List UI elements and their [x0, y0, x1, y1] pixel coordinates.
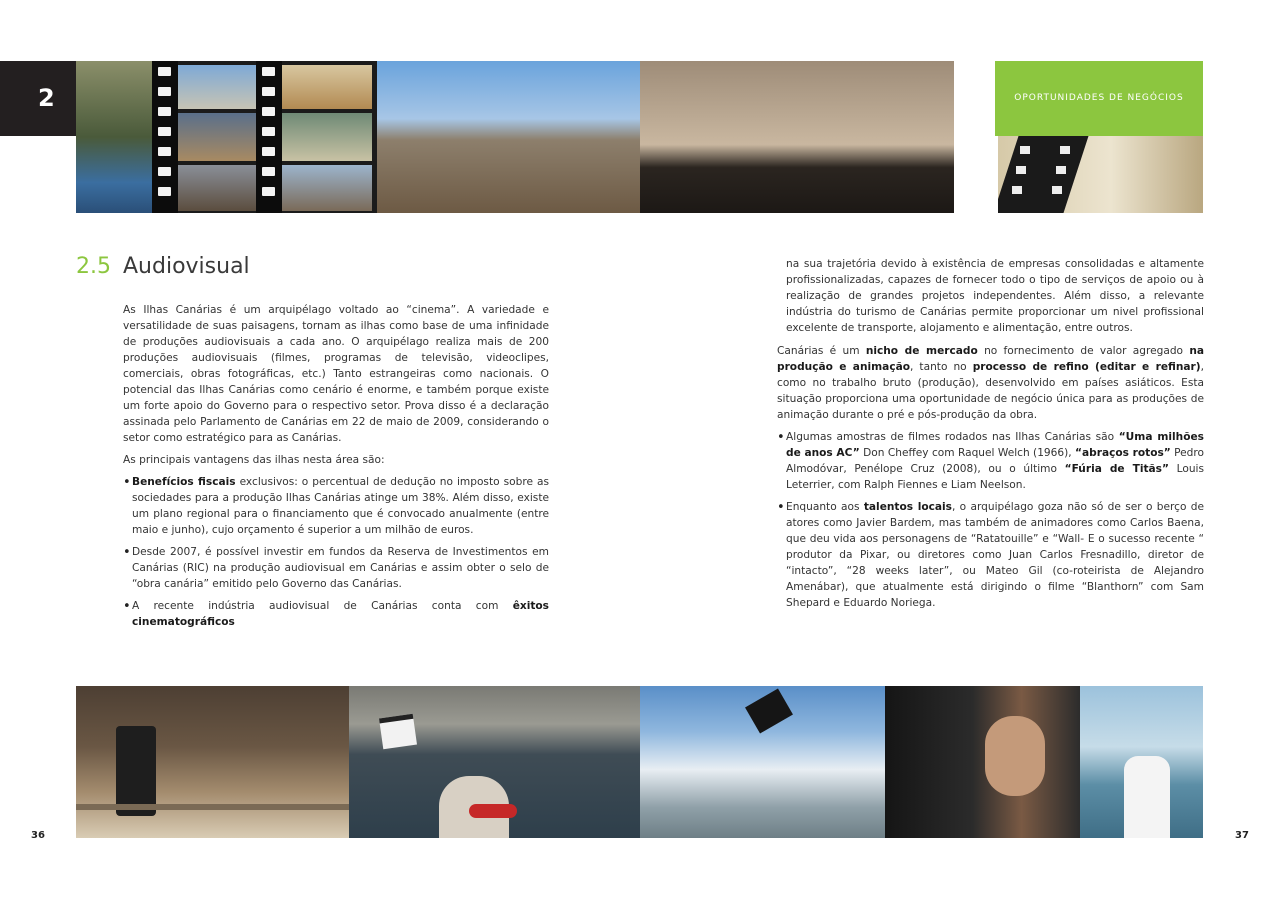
chapter-number: 2	[38, 84, 55, 112]
paragraph: Canárias é um nicho de mercado no fornecimento de valor agregado na produção e animação, tanto no processo de refino (editar e refinar), como no trabalho bruto (produção), desenvolvido em países asiáticos. Esta situação proporciona uma oportunidade de negócio única para as produções de animação durante o pré e pós-produção da obra.	[777, 345, 1205, 421]
list-item: • Algumas amostras de filmes rodados nas Ilhas Canárias são “Uma milhões de anos AC” Don Cheffey com Raquel Welch (1966), “abraços rotos” Pedro Almodóvar, Penélope Cruz (2008), ou o último “Fúria de Titãs” Louis Leterrier, com Ralph Fiennes e Liam Neelson.	[777, 429, 1204, 493]
header-photo-film-crew	[377, 61, 640, 213]
section-title: Audiovisual	[123, 254, 250, 279]
page-number-right: 37	[1235, 830, 1249, 841]
footer-photo-boom-operator	[1080, 686, 1203, 838]
filmstrip-edge	[152, 61, 178, 213]
page-number-left: 36	[31, 830, 45, 841]
list-item	[123, 474, 549, 538]
bold-term: Benefícios fiscais	[132, 476, 236, 488]
list-item	[123, 598, 549, 630]
paragraph: As principais vantagens das ilhas nesta área são:	[123, 454, 385, 466]
right-column-continuation	[786, 256, 1204, 342]
left-column	[123, 302, 549, 636]
header-photo-film-reel	[998, 136, 1203, 213]
footer-photo-clapperboard	[349, 686, 640, 838]
footer-photo-cameraman	[885, 686, 1080, 838]
section-number: 2.5	[76, 254, 111, 279]
paragraph: na sua trajetória devido à existência de empresas consolidadas e altamente profissionalizadas, capazes de fornecer todo o tipo de serviços de apoio ou à realização de grandes projetos independentes. Além disso, a relevante indústria do turismo de Canárias permite proporcionar um nivel profissional excelente de transporte, alojamento e alimentação, entre outros.	[786, 258, 1204, 334]
list-item-text: Desde 2007, é possível investir em fundos da Reserva de Investimentos em Canárias (RIC) na produção audiovisual em Canárias e assim obter o selo de “obra canária” emitido pelo Governo das Canárias.	[132, 546, 549, 590]
list-item: • Enquanto aos talentos locais, o arquipélago goza não só de ser o berço de atores como Javier Bardem, mas também de animadores como Carlos Baena, que deu vida aos personagens de “Ratatouille” e “Wall- E o sucesso recente “ produtor da Pixar, ou diretores como Juan Carlos Fresnadillo, diretor de “intacto”, “28 weeks later”, ou Mateo Gil (co-roteirista de Alejandro Amenábar), que atualmente está dirigindo o filme “Blanthorn” com Sam Shepard e Eduardo Noriega.	[777, 499, 1204, 611]
right-column	[777, 343, 1204, 617]
footer-photo-camera-dolly	[76, 686, 349, 838]
list-item	[123, 544, 549, 592]
list-item-text: A recente indústria audiovisual de Canárias conta com	[132, 600, 513, 612]
list-item-text: exclusivos: o percentual de dedução no imposto sobre as sociedades para a produção Ilhas Canárias atinge um 38%. Além disso, existe um plano regional para o financiamento que é convocado anualmente (entre maio e junho), cujo orçamento é superior a um milhão de euros.	[132, 476, 549, 536]
bold-term: êxitos cinematográficos	[132, 600, 549, 628]
footer-photo-beach-shoot	[640, 686, 885, 838]
header-photo-festival-stage	[640, 61, 954, 213]
filmstrip-edge	[256, 61, 282, 213]
paragraph: As Ilhas Canárias é um arquipélago voltado ao “cinema”. A variedade e versatilidade de suas paisagens, tornam as ilhas como base de uma infinidade de produções audiovisuais a cada ano. O arquipélago realiza mais de 200 produções audiovisuais (filmes, programas de televisão, videoclipes, comerciais, obras fotográficas, etc.) Tanto estrangeiras como nacionais. O potencial das Ilhas Canárias como cenário é enorme, e também porque existe um forte apoio do Governo para o respectivo setor. Prova disso é a declaração assinada pelo Parlamento de Canárias em 22 de maio de 2009, considerando o setor como estratégico para as Canárias.	[123, 304, 549, 444]
section-tag: OPORTUNIDADES DE NEGÓCIOS	[1014, 93, 1184, 103]
header-photo-filmstrip	[76, 61, 377, 213]
